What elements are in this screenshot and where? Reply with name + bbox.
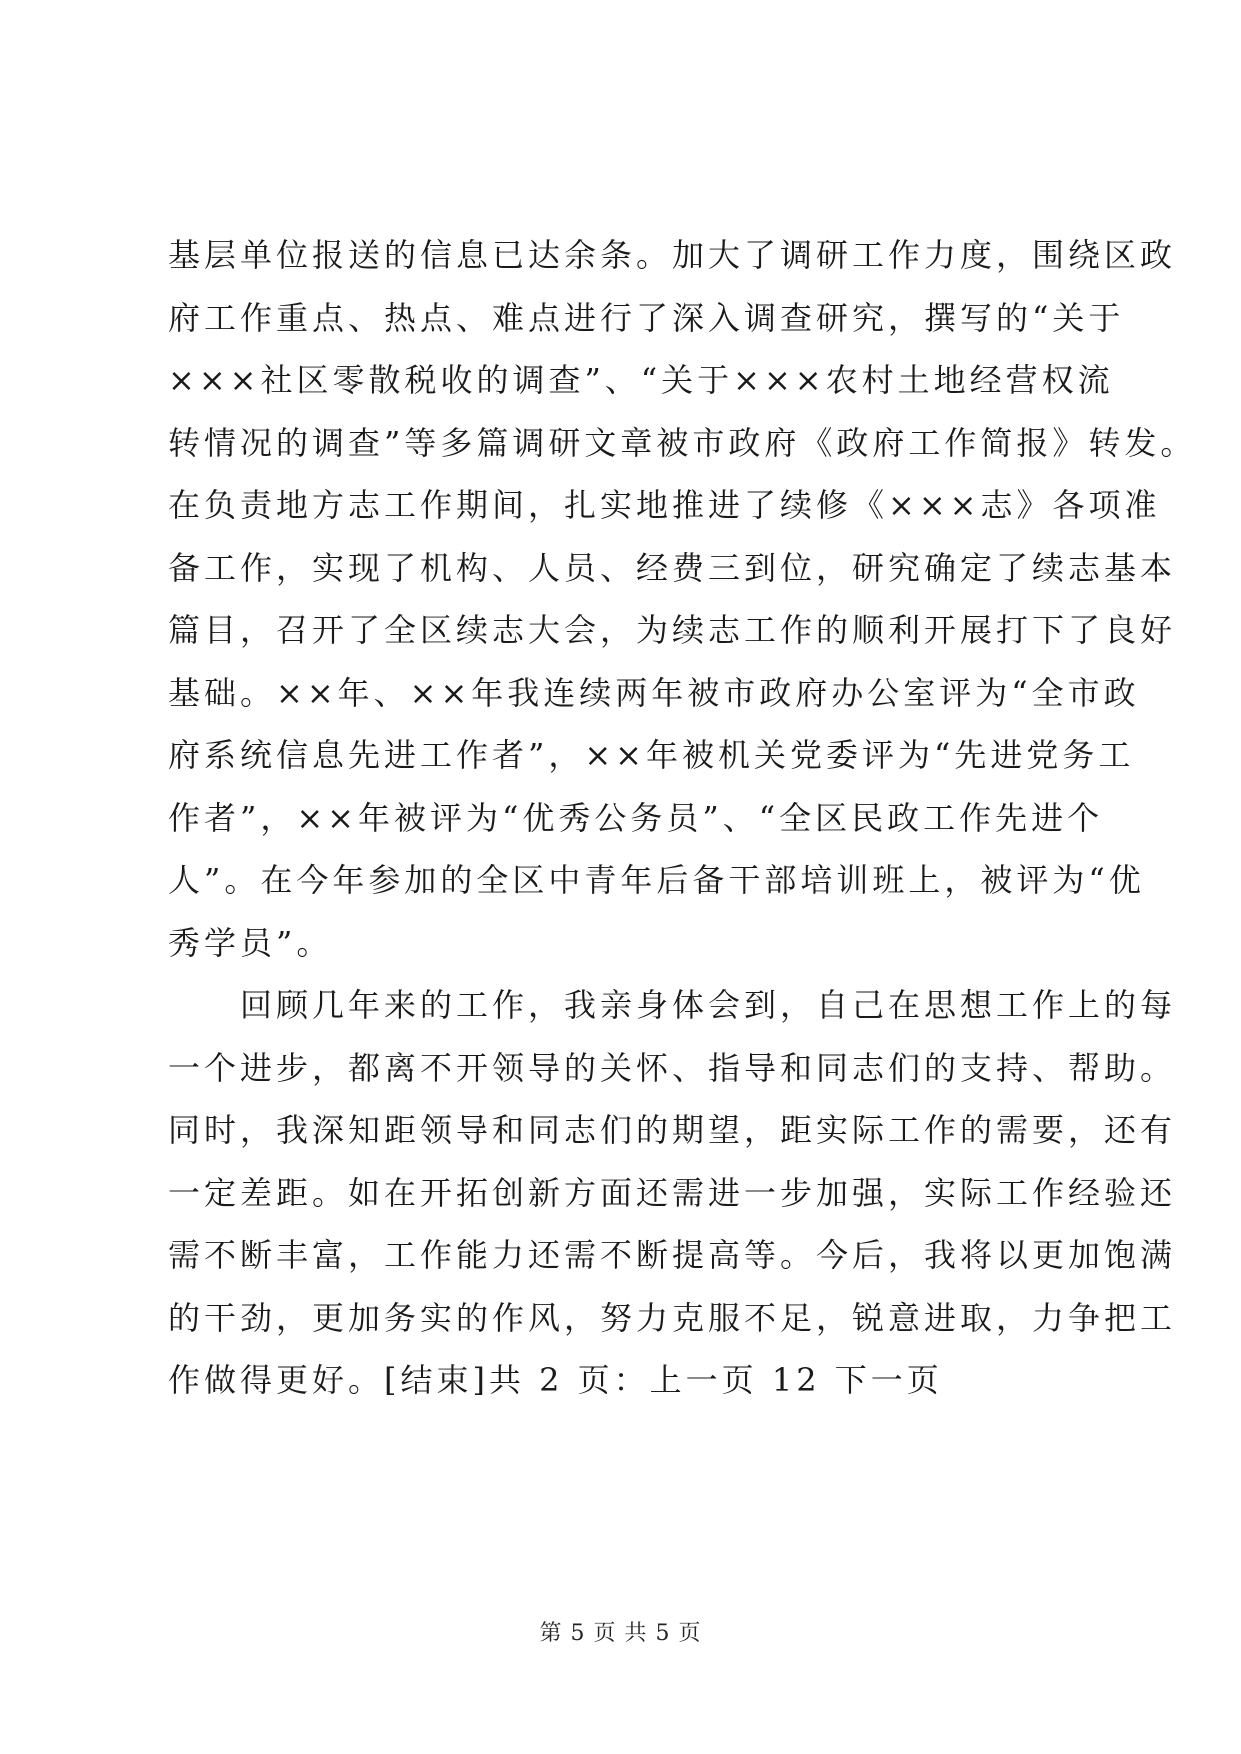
text-line: 秀学员”。	[168, 923, 333, 962]
page-footer	[0, 1616, 1241, 1647]
text-line: 基层单位报送的信息已达余条。加大了调研工作力度，围绕区政	[168, 236, 1177, 274]
text-line: 人”。在今年参加的全区中青年后备干部培训班上，被评为“优	[168, 861, 1145, 899]
text-line: 府系统信息先进工作者”，××年被机关党委评为“先进党务工	[168, 736, 1135, 774]
document-body	[168, 224, 1197, 1412]
text-line: 基础。××年、××年我连续两年被市政府办公室评为“全市政	[168, 673, 1140, 712]
text-line: 一定差距。如在开拓创新方面还需进一步加强，实际工作经验还	[168, 1173, 1177, 1212]
text-line: 转情况的调查”等多篇调研文章被市政府《政府工作简报》转发。	[168, 423, 1197, 462]
text-line: 需不断丰富，工作能力还需不断提高等。今后，我将以更加饱满	[168, 1236, 1177, 1274]
text-line: 篇目，召开了全区续志大会，为续志工作的顺利开展打下了良好	[168, 611, 1177, 649]
text-line: 一个进步，都离不开领导的关怀、指导和同志们的支持、帮助。	[168, 1048, 1177, 1087]
text-line: 备工作，实现了机构、人员、经费三到位，研究确定了续志基本	[168, 548, 1177, 587]
text-line: 作者”，××年被评为“优秀公务员”、“全区民政工作先进个	[168, 798, 1104, 837]
text-line: 同时，我深知距领导和同志们的期望，距实际工作的需要，还有	[168, 1111, 1177, 1149]
text-line: 府工作重点、热点、难点进行了深入调查研究，撰写的“关于	[168, 298, 1125, 337]
text-line: ×××社区零散税收的调查”、“关于×××农村土地经营权流	[168, 361, 1114, 399]
text-line: 的干劲，更加务实的作风，努力克服不足，锐意进取，力争把工	[168, 1298, 1177, 1337]
paragraph-1	[168, 224, 1197, 974]
text-line: 在负责地方志工作期间，扎实地推进了续修《×××志》各项准	[168, 486, 1161, 524]
text-line: 回顾几年来的工作，我亲身体会到，自己在思想工作上的每	[240, 986, 1177, 1024]
page-number-label: 第 5 页 共 5 页	[539, 1621, 702, 1646]
paragraph-2	[168, 974, 1177, 1412]
text-line: 作做得更好。[结束]共 2 页：上一页 12 下一页	[168, 1361, 943, 1399]
